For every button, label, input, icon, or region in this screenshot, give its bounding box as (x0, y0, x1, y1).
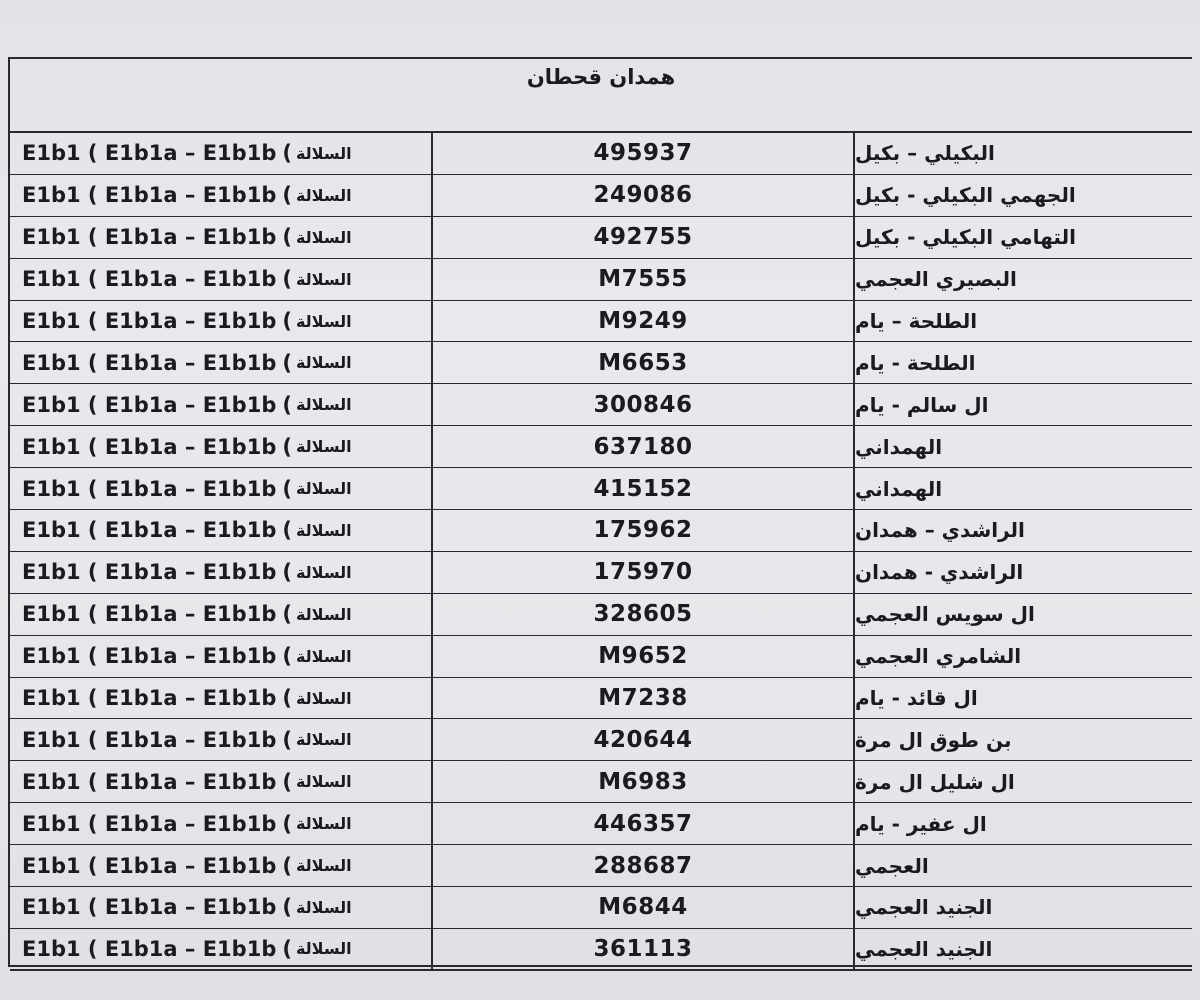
lineage-label: السلالة (295, 646, 352, 666)
id-cell: M6653 (433, 342, 855, 383)
table-row (10, 468, 1192, 510)
id-cell: 637180 (433, 426, 855, 467)
document-table (8, 57, 1192, 967)
table-row (10, 594, 1192, 636)
name-text: بن طوق ال مرة (855, 727, 1012, 752)
lineage-label: السلالة (295, 437, 352, 457)
lineage-code: E1b1 ( E1b1a – E1b1b (22, 518, 277, 543)
table-row (10, 384, 1192, 426)
lineage-label: السلالة (295, 227, 352, 247)
id-cell: M6983 (433, 761, 855, 802)
name-cell (855, 301, 1192, 342)
lineage-paren: ( (282, 644, 292, 669)
table-row (10, 342, 1192, 384)
lineage-code: E1b1 ( E1b1a – E1b1b (22, 936, 277, 961)
name-cell (855, 468, 1192, 509)
name-cell (855, 636, 1192, 677)
name-cell (855, 719, 1192, 760)
lineage-paren: ( (282, 602, 292, 627)
lineage-cell (10, 761, 433, 802)
name-text: الراشدي - همدان (855, 560, 1024, 585)
lineage-label: السلالة (295, 604, 352, 624)
lineage-cell (10, 426, 433, 467)
table-row (10, 719, 1192, 761)
lineage-paren: ( (282, 183, 292, 208)
table-row (10, 133, 1192, 175)
table-row (10, 301, 1192, 343)
table-row (10, 929, 1192, 971)
name-text: البصيري العجمي (855, 267, 1017, 292)
lineage-label: السلالة (295, 772, 352, 792)
lineage-code: E1b1 ( E1b1a – E1b1b (22, 727, 277, 752)
id-cell: 249086 (433, 175, 855, 216)
lineage-cell (10, 175, 433, 216)
name-cell (855, 133, 1192, 174)
name-text: الجنيد العجمي (855, 895, 993, 920)
lineage-paren: ( (282, 267, 292, 292)
name-cell (855, 803, 1192, 844)
lineage-code: E1b1 ( E1b1a – E1b1b (22, 602, 277, 627)
lineage-code: E1b1 ( E1b1a – E1b1b (22, 309, 277, 333)
lineage-label: السلالة (295, 395, 352, 415)
name-text: الهمداني (855, 434, 943, 459)
lineage-code: E1b1 ( E1b1a – E1b1b (22, 895, 277, 920)
lineage-label: السلالة (295, 688, 352, 708)
name-cell (855, 342, 1192, 383)
name-text: الطلحة – يام (855, 309, 978, 333)
lineage-paren: ( (282, 225, 292, 250)
lineage-label: السلالة (295, 814, 352, 834)
lineage-cell (10, 678, 433, 719)
table-row (10, 803, 1192, 845)
lineage-cell (10, 510, 433, 551)
table-row (10, 175, 1192, 217)
table-row (10, 845, 1192, 887)
name-cell (855, 887, 1192, 928)
id-cell: M9652 (433, 636, 855, 677)
id-cell: 492755 (433, 217, 855, 258)
lineage-label: السلالة (295, 269, 352, 289)
lineage-code: E1b1 ( E1b1a – E1b1b (22, 141, 277, 166)
id-cell: M7555 (433, 259, 855, 300)
lineage-label: السلالة (295, 897, 352, 917)
table-row (10, 761, 1192, 803)
lineage-paren: ( (282, 769, 292, 794)
lineage-paren: ( (282, 350, 292, 375)
lineage-cell (10, 259, 433, 300)
name-text: التهامي البكيلي - بكيل (855, 225, 1076, 250)
lineage-cell (10, 384, 433, 425)
name-text: ال سويس العجمي (855, 602, 1035, 627)
lineage-code: E1b1 ( E1b1a – E1b1b (22, 769, 277, 794)
table-row (10, 887, 1192, 929)
lineage-label: السلالة (295, 939, 352, 959)
lineage-label: السلالة (295, 353, 352, 373)
lineage-label: السلالة (295, 479, 352, 499)
lineage-label: السلالة (295, 143, 352, 163)
lineage-paren: ( (282, 727, 292, 752)
name-text: العجمي (855, 853, 929, 878)
id-cell: 300846 (433, 384, 855, 425)
lineage-cell (10, 845, 433, 886)
lineage-paren: ( (282, 936, 292, 961)
lineage-code: E1b1 ( E1b1a – E1b1b (22, 183, 277, 208)
lineage-cell (10, 342, 433, 383)
name-cell (855, 845, 1192, 886)
name-cell (855, 678, 1192, 719)
name-cell (855, 175, 1192, 216)
lineage-cell (10, 133, 433, 174)
lineage-paren: ( (282, 853, 292, 878)
name-text: ال سالم - يام (855, 392, 989, 417)
table-row (10, 636, 1192, 678)
name-cell (855, 761, 1192, 802)
table-row (10, 510, 1192, 552)
lineage-code: E1b1 ( E1b1a – E1b1b (22, 686, 277, 711)
id-cell: 495937 (433, 133, 855, 174)
lineage-paren: ( (282, 141, 292, 166)
table-row (10, 552, 1192, 594)
table-row (10, 259, 1192, 301)
lineage-paren: ( (282, 476, 292, 501)
name-text: الشامري العجمي (855, 644, 1022, 669)
name-cell (855, 259, 1192, 300)
lineage-paren: ( (282, 811, 292, 836)
lineage-cell (10, 468, 433, 509)
lineage-cell (10, 301, 433, 342)
lineage-code: E1b1 ( E1b1a – E1b1b (22, 560, 277, 585)
name-cell (855, 594, 1192, 635)
name-cell (855, 552, 1192, 593)
lineage-code: E1b1 ( E1b1a – E1b1b (22, 644, 277, 669)
lineage-code: E1b1 ( E1b1a – E1b1b (22, 476, 277, 501)
id-cell: M6844 (433, 887, 855, 928)
lineage-code: E1b1 ( E1b1a – E1b1b (22, 225, 277, 250)
table-row (10, 678, 1192, 720)
lineage-cell (10, 719, 433, 760)
lineage-paren: ( (282, 560, 292, 585)
lineage-label: السلالة (295, 185, 352, 205)
name-cell (855, 510, 1192, 551)
name-cell (855, 384, 1192, 425)
id-cell: 175962 (433, 510, 855, 551)
id-cell: 420644 (433, 719, 855, 760)
name-text: الطلحة - يام (855, 350, 976, 375)
lineage-cell (10, 929, 433, 969)
lineage-label: السلالة (295, 562, 352, 582)
name-cell (855, 426, 1192, 467)
name-text: الجهمي البكيلي - بكيل (855, 183, 1076, 208)
lineage-paren: ( (282, 392, 292, 417)
id-cell: 361113 (433, 929, 855, 969)
name-cell (855, 929, 1192, 969)
lineage-code: E1b1 ( E1b1a – E1b1b (22, 267, 277, 292)
lineage-code: E1b1 ( E1b1a – E1b1b (22, 853, 277, 878)
name-text: الراشدي – همدان (855, 518, 1025, 543)
lineage-cell (10, 594, 433, 635)
lineage-label: السلالة (295, 730, 352, 750)
lineage-label: السلالة (295, 520, 352, 540)
lineage-label: السلالة (295, 311, 352, 331)
lineage-code: E1b1 ( E1b1a – E1b1b (22, 392, 277, 417)
id-cell: 175970 (433, 552, 855, 593)
lineage-cell (10, 217, 433, 258)
lineage-code: E1b1 ( E1b1a – E1b1b (22, 434, 277, 459)
name-text: ال قائد - يام (855, 686, 978, 711)
name-text: الجنيد العجمي (855, 936, 993, 961)
lineage-code: E1b1 ( E1b1a – E1b1b (22, 811, 277, 836)
lineage-label: السلالة (295, 856, 352, 876)
table-title: همدان قحطان (526, 65, 676, 89)
table-header (10, 59, 1192, 133)
id-cell: M9249 (433, 301, 855, 342)
name-cell (855, 217, 1192, 258)
table-body (10, 133, 1192, 971)
lineage-cell (10, 552, 433, 593)
id-cell: M7238 (433, 678, 855, 719)
name-text: الهمداني (855, 476, 943, 501)
name-text: ال عفير - يام (855, 811, 987, 836)
lineage-cell (10, 803, 433, 844)
name-text: ال شليل ال مرة (855, 769, 1015, 794)
lineage-cell (10, 636, 433, 677)
lineage-paren: ( (282, 895, 292, 920)
lineage-paren: ( (282, 434, 292, 459)
id-cell: 446357 (433, 803, 855, 844)
lineage-cell (10, 887, 433, 928)
name-text: البكيلي – بكيل (855, 141, 995, 166)
table-row (10, 217, 1192, 259)
id-cell: 288687 (433, 845, 855, 886)
lineage-paren: ( (282, 518, 292, 543)
lineage-code: E1b1 ( E1b1a – E1b1b (22, 350, 277, 375)
id-cell: 415152 (433, 468, 855, 509)
table-row (10, 426, 1192, 468)
id-cell: 328605 (433, 594, 855, 635)
lineage-paren: ( (282, 686, 292, 711)
lineage-paren: ( (282, 309, 292, 333)
